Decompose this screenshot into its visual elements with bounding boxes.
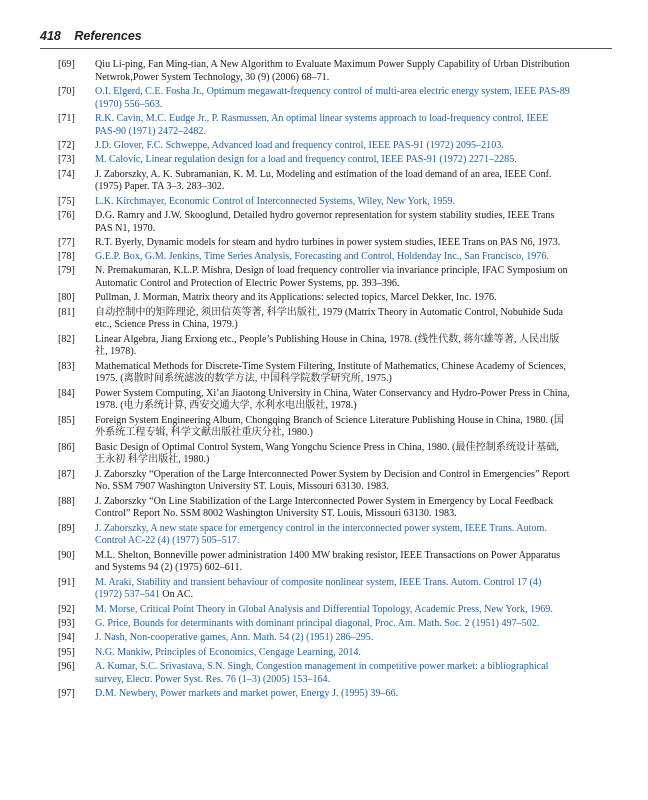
- reference-item: [58, 442, 570, 467]
- reference-item[interactable]: [58, 86, 570, 111]
- reference-link[interactable]: M. Araki, Stability and transient behaviour of composite nonlinear system, IEEE Trans. Autom. Control 17 (4) (1972) 537–541: [95, 576, 542, 601]
- reference-number: [78]: [58, 251, 75, 263]
- reference-item[interactable]: [58, 113, 570, 138]
- reference-link[interactable]: M. Morse, Critical Point Theory in Global Analysis and Differential Topology, Academic Press, New York, 1969.: [95, 603, 553, 615]
- reference-number: [77]: [58, 236, 75, 248]
- reference-item: [58, 550, 570, 575]
- page-number: 418: [40, 29, 61, 43]
- header-rule: [40, 48, 612, 49]
- reference-item[interactable]: [58, 154, 570, 167]
- reference-link[interactable]: R.K. Cavin, M.C. Eudge Jr., P. Rasmussen, An optimal linear systems approach to load-frequency control, IEEE PAS-90 (1971) 2472–2482.: [95, 113, 549, 137]
- reference-item: [58, 388, 570, 413]
- reference-link[interactable]: J. Zaborszky, A new state space for emergency control in the interconnected power system, IEEE Trans. Autom. Control AC-22 (4) (1977) 505–517.: [95, 522, 547, 547]
- reference-item[interactable]: [58, 196, 570, 209]
- reference-item: [58, 59, 570, 84]
- reference-text: Linear Algebra, Jiang Erxiong etc., People’s Publishing House in China, 1978. (线性代数, 蒋尔雄等著, 人民出版社, 1978).: [95, 333, 560, 358]
- reference-number: [81]: [58, 306, 75, 318]
- reference-item[interactable]: [58, 140, 570, 153]
- reference-item[interactable]: [58, 618, 570, 631]
- reference-number: [85]: [58, 414, 75, 426]
- reference-text: Foreign System Engineering Album, Chongqing Branch of Science Literature Publishing House in China, 1980. (国外系统工程专辑, 科学文献出版社重庆分社, 1980.): [95, 414, 565, 439]
- reference-link[interactable]: G.E.P. Box, G.M. Jenkins, Time Series Analysis, Forecasting and Control, Holdenday Inc., San Francisco, 1976.: [95, 251, 549, 263]
- reference-number: [74]: [58, 168, 75, 180]
- reference-item: [58, 210, 570, 235]
- reference-item[interactable]: [58, 647, 570, 660]
- reference-number: [80]: [58, 292, 75, 304]
- reference-text: Qiu Li-ping, Fan Ming-tian, A New Algorithm to Evaluate Maximum Power Supply Capability of Urban Distribution Netwrok,Power System Technology, 30 (9) (2006) 68–71.: [95, 59, 570, 83]
- reference-text: Pullman, J. Morman, Matrix theory and its Applications: selected topics, Marcel Dekker, Inc. 1976.: [95, 292, 497, 304]
- reference-item[interactable]: [58, 632, 570, 645]
- reference-number: [87]: [58, 468, 75, 480]
- reference-text: M.L. Shelton, Bonneville power administration 1400 MW braking resistor, IEEE Transactions on Power Apparatus and Systems 94 (2) (1975) 602–611.: [95, 549, 561, 574]
- reference-item: [58, 169, 570, 194]
- reference-text: Power System Computing, Xi’an Jiaotong University in China, Water Conservancy and Hydro-Power Press in China, 1978. (电力系统计算, 西安交通大学, 水利水电出版社, 1978.): [95, 387, 570, 412]
- reference-number: [82]: [58, 333, 75, 345]
- reference-item: [58, 361, 570, 386]
- reference-item[interactable]: [58, 523, 570, 548]
- reference-text: Mathematical Methods for Discrete-Time System Filtering, Institute of Mathematics, Chinese Academy of Sciences, 1975. (离散时间系统滤波的数学方法, 中国科学院数学研究所, 1975.): [95, 360, 566, 385]
- reference-number: [97]: [58, 687, 75, 699]
- reference-list: [58, 59, 570, 702]
- reference-text: J. Zaborszky, A. K. Subramanian, K. M. Lu, Modeling and estimation of the load demand of an area, IEEE Conf. (1975) Paper. TA 3–3. 283–302.: [95, 168, 552, 193]
- reference-link[interactable]: A. Kumar, S.C. Srivastava, S.N. Singh, Congestion management in competitive power market: a bibliographical survey, Electr. Power Syst. Res. 76 (1–3) (2005) 153–164.: [95, 660, 549, 685]
- reference-number: [84]: [58, 387, 75, 399]
- reference-item: [58, 237, 570, 250]
- reference-number: [92]: [58, 603, 75, 615]
- reference-item: [58, 292, 570, 305]
- reference-text: 自动控制中的矩阵理论, 须田信英等著, 科学出版社, 1979 (Matrix Theory in Automatic Control, Nobuhide Suda etc., Science Press in China, 1979.): [95, 306, 564, 331]
- reference-item: [58, 307, 570, 332]
- reference-number: [71]: [58, 113, 75, 124]
- reference-link[interactable]: L.K. Kirchmayer, Economic Control of Interconnected Systems, Wiley, New York, 1959.: [95, 195, 455, 207]
- page-header: [40, 29, 612, 43]
- reference-link[interactable]: N.G. Mankiw, Principles of Economics, Cengage Learning, 2014.: [95, 646, 361, 658]
- reference-text: N. Premakumaran, K.L.P. Mishra, Design of load frequency controller via invariance principle, IFAC Symposium on Automatic Control and Protection of Electric Power Systems, pp. 393–396.: [95, 265, 568, 290]
- reference-text: J. Zaborszky “Operation of the Large Interconnected Power System by Decision and Control in Emergencies” Report No. SSM 7907 Washington University ST. Louis, Missouri 63130. 1983.: [95, 468, 570, 493]
- section-title: References: [74, 29, 142, 43]
- reference-link[interactable]: O.I. Elgerd, C.E. Fosha Jr., Optimum megawatt-frequency control of multi-area electric energy system, IEEE PAS-89 (1970) 556–563.: [95, 86, 570, 110]
- reference-number: [83]: [58, 360, 75, 372]
- reference-item: [58, 496, 570, 521]
- reference-number: [94]: [58, 632, 75, 644]
- reference-number: [93]: [58, 618, 75, 630]
- reference-number: [69]: [58, 59, 75, 70]
- reference-tail: On AC.: [159, 589, 194, 601]
- reference-item: [58, 265, 570, 290]
- reference-link[interactable]: M. Calovic, Linear regulation design for a load and frequency control, IEEE PAS-91 (1972) 2271–2285.: [95, 154, 517, 166]
- reference-link[interactable]: D.M. Newbery, Power markets and market power, Energy J. (1995) 39–66.: [95, 687, 399, 699]
- reference-number: [76]: [58, 209, 75, 221]
- reference-item[interactable]: [58, 604, 570, 617]
- reference-number: [86]: [58, 441, 75, 453]
- reference-item[interactable]: [58, 661, 570, 686]
- reference-text: J. Zaborszky “On Line Stabilization of the Large Interconnected Power System in Emergency by Local Feedback Control” Report No. SSM 8002 Washington University ST. Louis, Missouri 63130. 1983.: [95, 495, 554, 520]
- reference-number: [90]: [58, 549, 75, 561]
- reference-text: D.G. Ramry and J.W. Skooglund, Detailed hydro governor representation for system stability studies, IEEE Trans PAS N1, 1970.: [95, 209, 555, 234]
- reference-item: [58, 334, 570, 359]
- reference-number: [73]: [58, 154, 75, 166]
- reference-number: [89]: [58, 522, 75, 534]
- reference-number: [75]: [58, 195, 75, 207]
- reference-item: [58, 415, 570, 440]
- reference-link[interactable]: J. Nash, Non-cooperative games, Ann. Math. 54 (2) (1951) 286–295.: [95, 632, 374, 644]
- reference-text: R.T. Byerly, Dynamic models for steam and hydro turbines in power system studies, IEEE Trans on PAS N6, 1973.: [95, 236, 561, 248]
- reference-item[interactable]: [58, 577, 570, 602]
- reference-text: Basic Design of Optimal Control System, Wang Yongchu Science Press in China, 1980. (最佳控制系统设计基础, 王永初 科学出版社, 1980.): [95, 441, 559, 466]
- reference-item: [58, 469, 570, 494]
- reference-link[interactable]: G. Price, Bounds for determinants with dominant principal diagonal, Proc. Am. Math. Soc. 2 (1951) 497–502.: [95, 618, 540, 630]
- reference-number: [70]: [58, 86, 75, 97]
- reference-item[interactable]: [58, 251, 570, 264]
- reference-number: [91]: [58, 576, 75, 588]
- reference-link[interactable]: J.D. Glover, F.C. Schweppe, Advanced load and frequency control, IEEE PAS-91 (1972) 2095–2103.: [95, 140, 504, 151]
- reference-number: [95]: [58, 646, 75, 658]
- reference-number: [88]: [58, 495, 75, 507]
- reference-number: [79]: [58, 265, 75, 277]
- reference-item[interactable]: [58, 688, 570, 701]
- reference-number: [96]: [58, 660, 75, 672]
- reference-number: [72]: [58, 140, 75, 151]
